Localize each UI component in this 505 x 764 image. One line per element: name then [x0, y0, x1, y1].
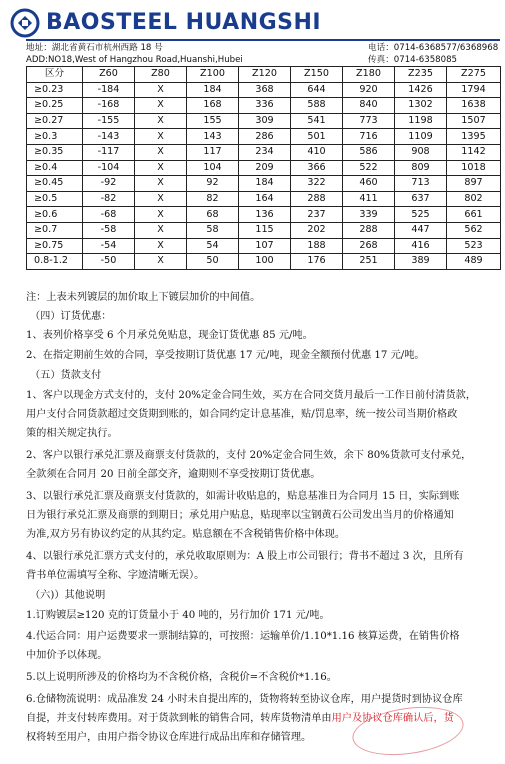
price-cell: 489 — [447, 254, 501, 270]
section-6-item-6-line-2 — [26, 711, 500, 727]
row-label-cell: ≥0.25 — [27, 98, 83, 114]
price-cell: 107 — [239, 238, 291, 254]
section-5-item-3-line-2: 日为银行承兑汇票及商票的到期日；承兑用户贴息，贴现率以宝钢黄石公司发出当月的价格通知 — [26, 510, 454, 521]
price-cell: 322 — [291, 176, 343, 192]
price-cell: 209 — [239, 160, 291, 176]
company-name: BAOSTEEL HUANGSHI — [46, 10, 322, 35]
price-cell: 92 — [187, 176, 239, 192]
price-cell: 1302 — [395, 98, 447, 114]
price-cell: 661 — [447, 207, 501, 223]
fax: 传真：0714-6358085 — [368, 55, 458, 65]
section-6-item-1: 1.订购镀层≥120 克的订货量小于 40 吨的，另行加价 171 元/吨。 — [26, 610, 330, 621]
row-label-cell: ≥0.7 — [27, 222, 83, 238]
price-cell: -68 — [83, 207, 135, 223]
price-cell: X — [135, 160, 187, 176]
section-5-title: （五）货款支付 — [30, 370, 102, 381]
price-cell: 155 — [187, 113, 239, 129]
row-label-cell: ≥0.4 — [27, 160, 83, 176]
section-4-title: （四）订货优惠： — [30, 311, 112, 322]
price-cell: 176 — [291, 254, 343, 270]
price-cell: 460 — [343, 176, 395, 192]
table-row — [27, 238, 501, 254]
price-cell: 339 — [343, 207, 395, 223]
price-cell: 115 — [239, 222, 291, 238]
price-cell: 716 — [343, 129, 395, 145]
price-cell: 897 — [447, 176, 501, 192]
price-cell: 1426 — [395, 82, 447, 98]
table-row — [27, 160, 501, 176]
coating-price-table — [26, 66, 501, 270]
price-cell: 920 — [343, 82, 395, 98]
price-cell: 501 — [291, 129, 343, 145]
price-cell: 713 — [395, 176, 447, 192]
section-5-item-1-line-2: 用户支付合同货款超过交货期到账的，如合同约定计息基准，贴/罚息率，统一按公司当期价格政 — [26, 409, 458, 420]
price-cell: 68 — [187, 207, 239, 223]
row-label-cell: ≥0.45 — [27, 176, 83, 192]
row-label-cell: ≥0.5 — [27, 191, 83, 207]
price-cell: 522 — [343, 160, 395, 176]
price-cell: 562 — [447, 222, 501, 238]
section-5-item-3-line-1: 3、以银行承兑汇票及商票支付货款的，如需计收贴息的，贴息基准日为合同月 15 日，实际到账 — [26, 491, 460, 502]
price-cell: X — [135, 176, 187, 192]
table-row — [27, 222, 501, 238]
address-en: ADD:NO18,West of Hangzhou Road,Huanshi,Hubei — [26, 55, 243, 65]
price-cell: 525 — [395, 207, 447, 223]
price-cell: X — [135, 113, 187, 129]
price-cell: 336 — [239, 98, 291, 114]
section-6-item-6-line-2-text: 自提，并支付转库费用。对于货款到帐的销售合同，转库货物清单由 — [26, 713, 332, 724]
price-cell: 268 — [343, 238, 395, 254]
row-label-cell: 0.8-1.2 — [27, 254, 83, 270]
price-cell: 447 — [395, 222, 447, 238]
column-header: Z235 — [395, 67, 447, 83]
section-6-item-4-line-1: 4.代运合同：用户运费要求一票制结算的，可按照：运输单价/1.10*1.16 核算运费，在销售价格 — [26, 631, 460, 642]
column-header: Z150 — [291, 67, 343, 83]
row-label-cell: ≥0.3 — [27, 129, 83, 145]
table-header-row — [27, 67, 501, 83]
table-row — [27, 191, 501, 207]
row-label-cell: ≥0.23 — [27, 82, 83, 98]
letterhead — [6, 8, 500, 42]
section-5-item-2-line-2: 全款须在合同月 20 日前全部交齐，逾期则不享受按期订货优惠。 — [26, 469, 321, 480]
price-cell: -58 — [83, 222, 135, 238]
section-6-item-6-line-1: 6.仓储物流说明：成品准发 24 小时未自提出库的，货物将转至协议仓库，用户提货时到协议仓库 — [26, 694, 463, 705]
price-cell: 1794 — [447, 82, 501, 98]
price-cell: 1395 — [447, 129, 501, 145]
price-cell: 586 — [343, 144, 395, 160]
price-cell: 237 — [291, 207, 343, 223]
price-cell: 1198 — [395, 113, 447, 129]
price-cell: 908 — [395, 144, 447, 160]
price-cell: X — [135, 129, 187, 145]
price-cell: X — [135, 98, 187, 114]
price-cell: 1142 — [447, 144, 501, 160]
section-6-title: （六)）其他说明 — [30, 590, 106, 601]
table-row — [27, 207, 501, 223]
price-cell: 104 — [187, 160, 239, 176]
price-cell: -184 — [83, 82, 135, 98]
price-cell: 773 — [343, 113, 395, 129]
price-cell: 1507 — [447, 113, 501, 129]
price-cell: 50 — [187, 254, 239, 270]
price-cell: -168 — [83, 98, 135, 114]
baosteel-logo-icon — [10, 8, 40, 38]
price-cell: 82 — [187, 191, 239, 207]
address-cn: 地址：湖北省黄石市杭州西路 18 号 — [26, 43, 163, 53]
price-cell: 840 — [343, 98, 395, 114]
price-cell: -117 — [83, 144, 135, 160]
price-cell: 588 — [291, 98, 343, 114]
column-header: 区分 — [27, 67, 83, 83]
price-cell: X — [135, 238, 187, 254]
table-row — [27, 113, 501, 129]
section-5-item-4-line-1: 4、以银行承兑汇票方式支付的，承兑收取原则为：A 股上市公司银行；背书不超过 3 次，且所有 — [26, 551, 464, 562]
table-body — [27, 82, 501, 269]
table-row — [27, 129, 501, 145]
price-cell: X — [135, 207, 187, 223]
price-cell: X — [135, 222, 187, 238]
price-cell: 54 — [187, 238, 239, 254]
price-cell: 389 — [395, 254, 447, 270]
phone: 电话：0714-6368577/6368968 — [368, 43, 499, 53]
price-cell: 58 — [187, 222, 239, 238]
table-row — [27, 254, 501, 270]
section-6-item-4-line-2: 中加价予以体现。 — [26, 650, 108, 661]
section-4-item-2: 2、在指定期前生效的合同，享受按期订货优惠 17 元/吨，现金全额预付优惠 17 元/吨。 — [26, 350, 425, 361]
row-label-cell: ≥0.75 — [27, 238, 83, 254]
price-cell: 164 — [239, 191, 291, 207]
section-5-item-4-line-2: 背书单位需填写全称、字迹清晰无误）。 — [26, 570, 205, 581]
section-5-item-1-line-3: 策的相关规定执行。 — [26, 428, 118, 439]
price-cell: 288 — [291, 191, 343, 207]
price-cell: 411 — [343, 191, 395, 207]
price-cell: -143 — [83, 129, 135, 145]
section-5-item-1-line-1: 1、客户以现金方式支付的，支付 20%定金合同生效，买方在合同交货月最后一工作日前付清货款， — [26, 390, 477, 401]
price-cell: 523 — [447, 238, 501, 254]
column-header: Z120 — [239, 67, 291, 83]
column-header: Z100 — [187, 67, 239, 83]
section-6-item-6-line-2-red-text: 用户及协议仓库确认后，货 — [331, 713, 454, 724]
price-cell: -54 — [83, 238, 135, 254]
price-cell: 234 — [239, 144, 291, 160]
price-cell: -92 — [83, 176, 135, 192]
column-header: Z275 — [447, 67, 501, 83]
price-cell: 143 — [187, 129, 239, 145]
price-cell: 802 — [447, 191, 501, 207]
section-4-item-1: 1、表列价格享受 6 个月承兑免贴息，现金订货优惠 85 元/吨。 — [26, 330, 313, 341]
section-6-item-6-line-3: 权将转至用户，由用户指令协议仓库进行成品出库和存储管理。 — [26, 732, 312, 743]
price-cell: X — [135, 254, 187, 270]
table-note: 注：上表未列镀层的加价取上下镀层加价的中间值。 — [26, 292, 261, 303]
price-cell: 309 — [239, 113, 291, 129]
price-cell: -50 — [83, 254, 135, 270]
price-cell: X — [135, 82, 187, 98]
header-divider — [26, 39, 500, 41]
table-row — [27, 144, 501, 160]
price-cell: 1109 — [395, 129, 447, 145]
table-row — [27, 176, 501, 192]
section-5-item-3-line-3: 为准,双方另有协议约定的从其约定。贴息额在不含税销售价格中体现。 — [26, 529, 346, 540]
price-cell: 368 — [239, 82, 291, 98]
section-6-item-5: 5.以上说明所涉及的价格均为不含税价格，含税价=不含税价*1.16。 — [26, 672, 337, 683]
price-cell: 117 — [187, 144, 239, 160]
price-cell: 416 — [395, 238, 447, 254]
price-cell: 541 — [291, 113, 343, 129]
price-cell: 251 — [343, 254, 395, 270]
price-cell: -155 — [83, 113, 135, 129]
column-header: Z60 — [83, 67, 135, 83]
price-cell: 136 — [239, 207, 291, 223]
row-label-cell: ≥0.27 — [27, 113, 83, 129]
table-row — [27, 82, 501, 98]
column-header: Z180 — [343, 67, 395, 83]
price-cell: 1638 — [447, 98, 501, 114]
price-cell: 288 — [343, 222, 395, 238]
price-cell: 637 — [395, 191, 447, 207]
section-5-item-2-line-1: 2、客户以银行承兑汇票及商票支付货款的，支付 20%定金合同生效，余下 80%货款可支付承兑， — [26, 450, 472, 461]
price-cell: X — [135, 144, 187, 160]
price-cell: 184 — [239, 176, 291, 192]
price-cell: -104 — [83, 160, 135, 176]
price-cell: 202 — [291, 222, 343, 238]
price-cell: 366 — [291, 160, 343, 176]
row-label-cell: ≥0.35 — [27, 144, 83, 160]
price-cell: 168 — [187, 98, 239, 114]
price-cell: 809 — [395, 160, 447, 176]
price-cell: 184 — [187, 82, 239, 98]
price-cell: 286 — [239, 129, 291, 145]
price-cell: 100 — [239, 254, 291, 270]
price-cell: 644 — [291, 82, 343, 98]
row-label-cell: ≥0.6 — [27, 207, 83, 223]
price-cell: -82 — [83, 191, 135, 207]
price-cell: X — [135, 191, 187, 207]
column-header: Z80 — [135, 67, 187, 83]
price-cell: 410 — [291, 144, 343, 160]
price-cell: 188 — [291, 238, 343, 254]
price-cell: 1018 — [447, 160, 501, 176]
table-row — [27, 98, 501, 114]
